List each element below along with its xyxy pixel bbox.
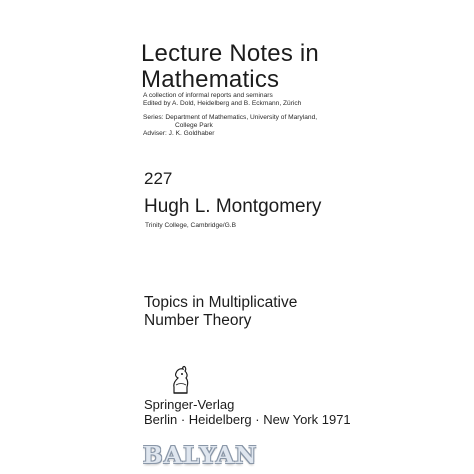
series-editors: Edited by A. Dold, Heidelberg and B. Eckmann, Zürich — [143, 100, 302, 107]
publisher-cities: Berlin · Heidelberg · New York 1971 — [144, 412, 351, 427]
watermark: BALYAN — [143, 442, 258, 469]
publisher-name: Springer-Verlag — [144, 397, 235, 412]
series-department: Series: Department of Mathematics, University of Maryland, — [143, 114, 318, 121]
springer-knight-logo-icon — [170, 365, 192, 395]
series-title: Lecture Notes in — [141, 40, 319, 67]
series-title-line2: Mathematics — [141, 66, 280, 93]
series-adviser: Adviser: J. K. Goldhaber — [143, 130, 215, 137]
series-department-line2: College Park — [175, 122, 213, 129]
book-title: Topics in Multiplicative — [144, 294, 298, 311]
volume-number: 227 — [144, 169, 173, 188]
series-subtitle: A collection of informal reports and seminars — [143, 92, 273, 99]
author-name: Hugh L. Montgomery — [144, 196, 322, 217]
book-title-line2: Number Theory — [144, 312, 252, 329]
author-affiliation: Trinity College, Cambridge/G.B — [145, 222, 237, 229]
